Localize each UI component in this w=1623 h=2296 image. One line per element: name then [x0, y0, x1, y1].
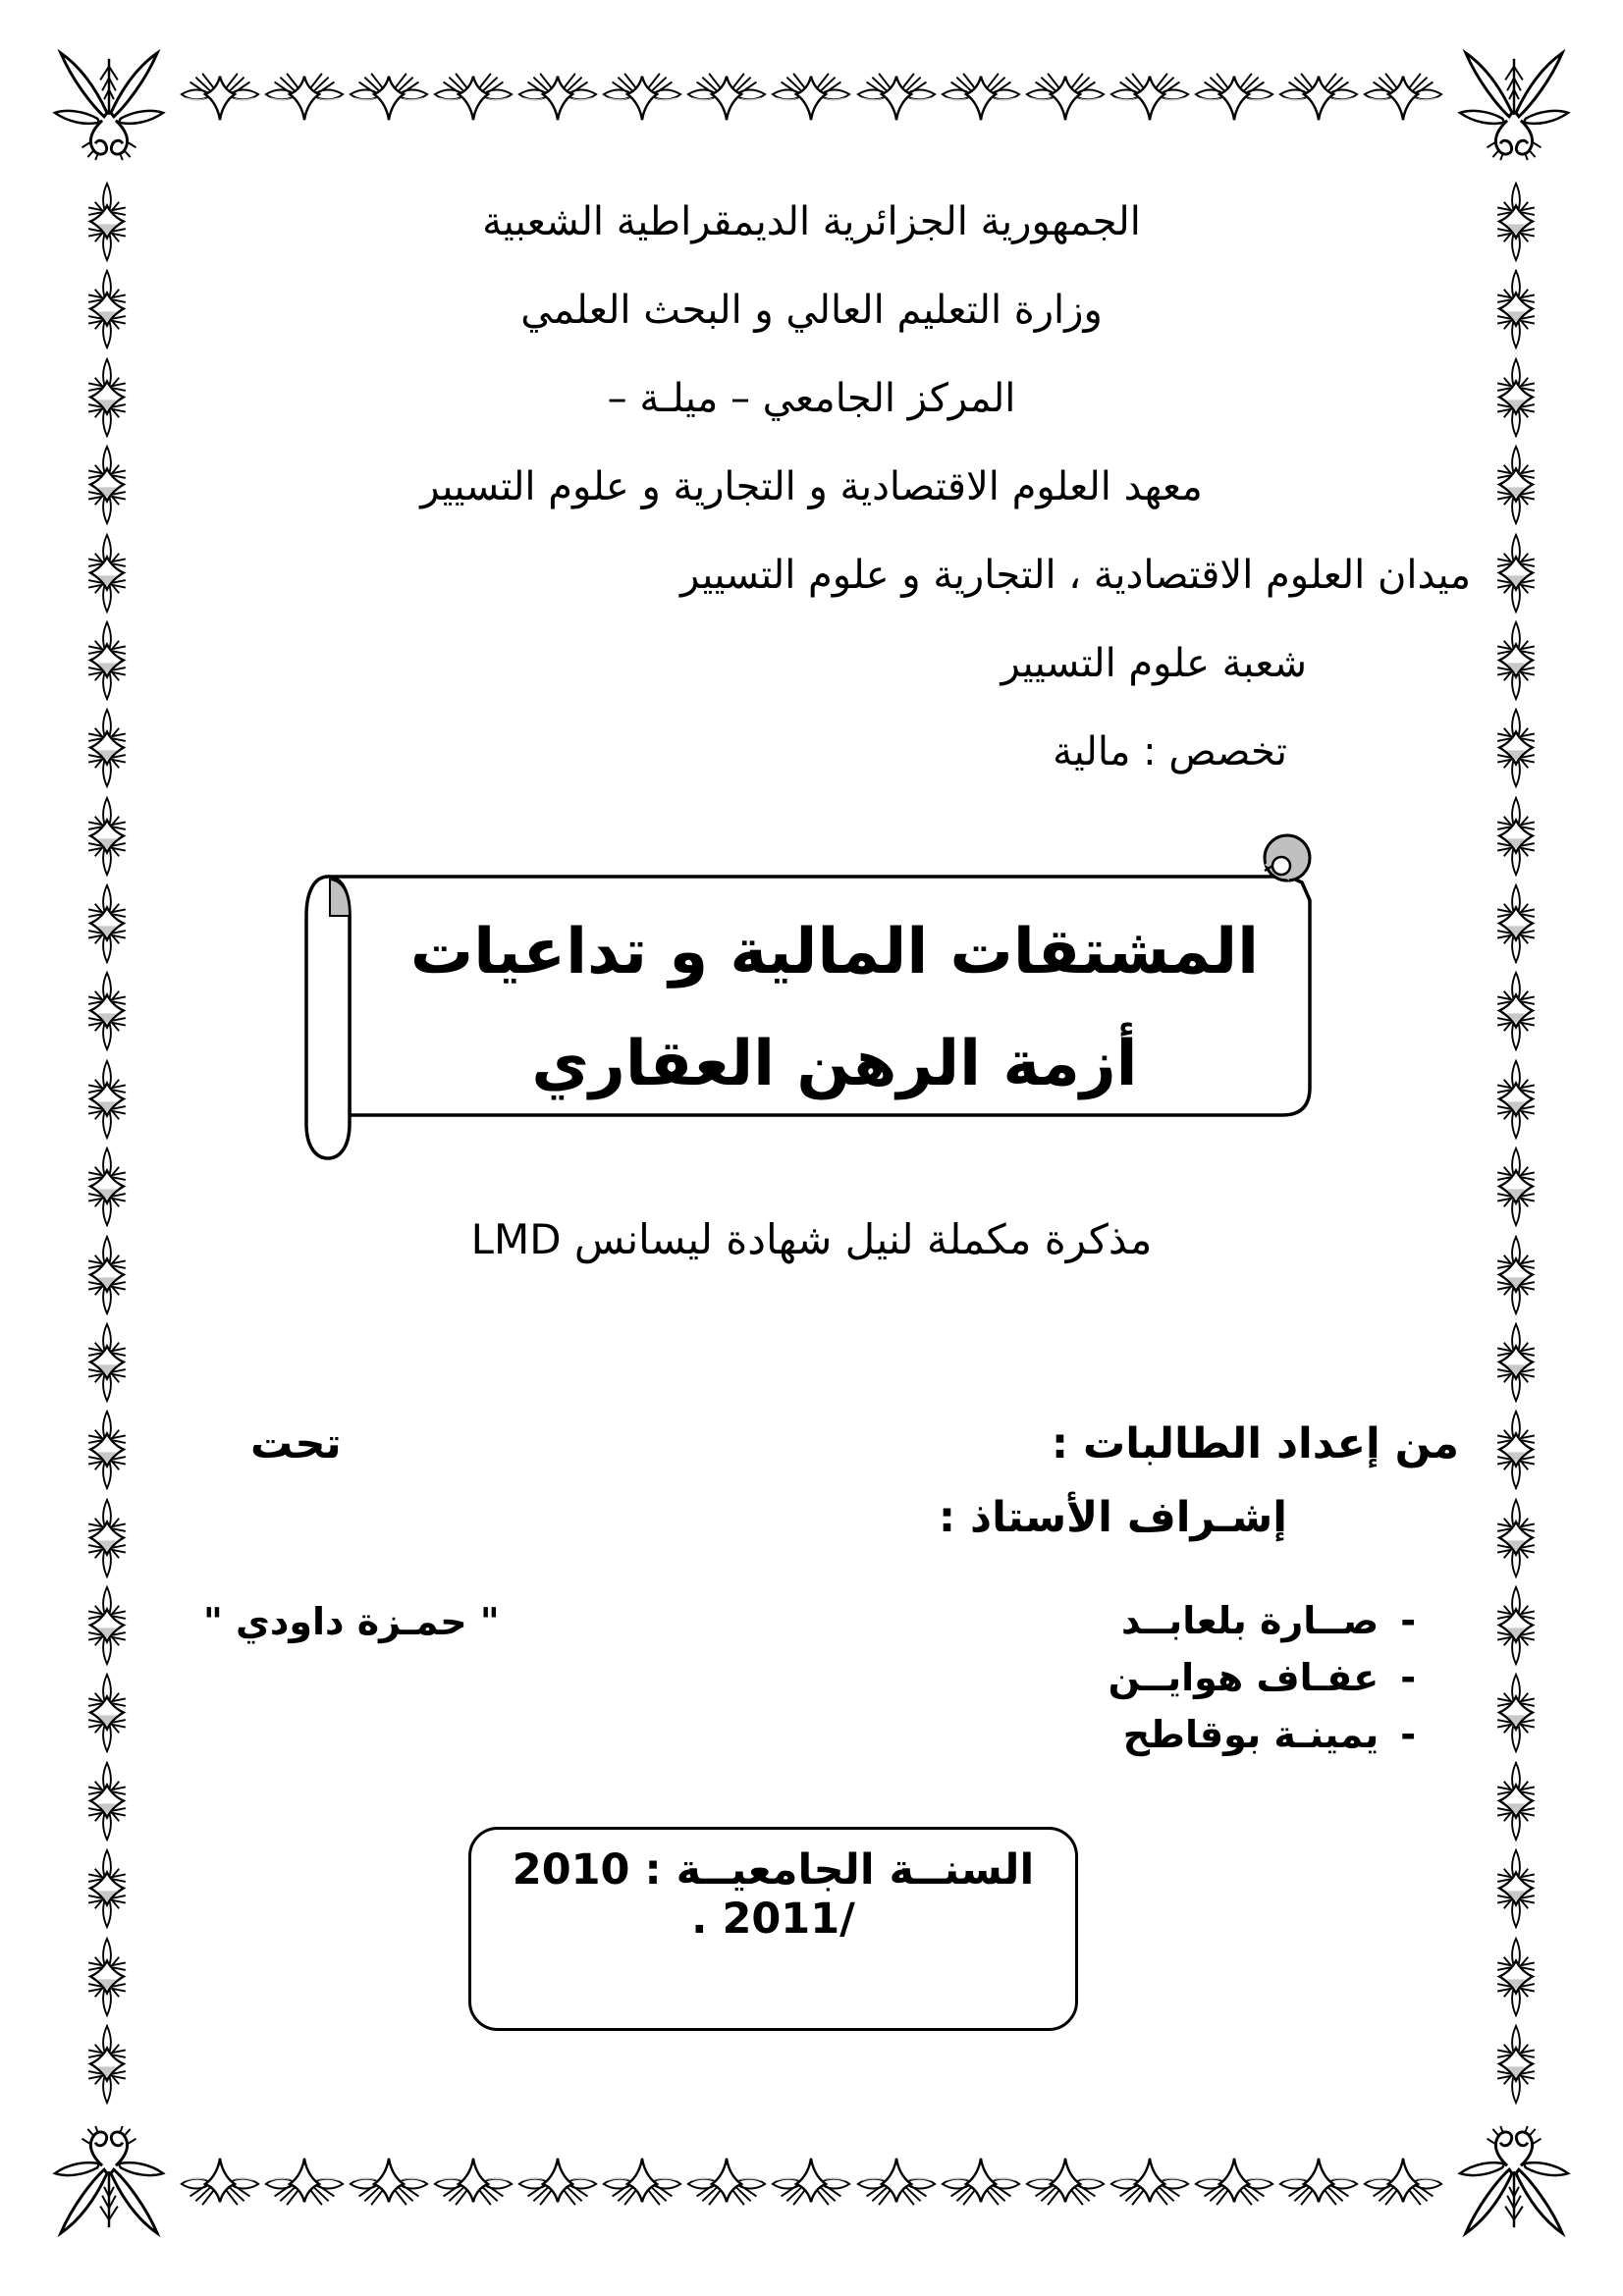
winged-diamond-ornament-icon [1362, 2153, 1444, 2210]
border-corner-top-left [51, 49, 167, 165]
under-word: تحت [250, 1419, 342, 1468]
star-diamond-ornament-icon [79, 883, 135, 964]
winged-diamond-ornament-icon [940, 69, 1022, 126]
star-diamond-ornament-icon [1488, 883, 1544, 964]
star-diamond-ornament-icon [1488, 1761, 1544, 1842]
thesis-title-line-2: أزمة الرهن العقاري [531, 1028, 1138, 1100]
star-diamond-ornament-icon [79, 1322, 135, 1403]
star-diamond-ornament-icon [1488, 1585, 1544, 1666]
header-line-branch: شعبة علوم التسيير [1001, 641, 1307, 686]
winged-diamond-ornament-icon [348, 69, 430, 126]
winged-diamond-ornament-icon [516, 2153, 599, 2210]
academic-year-text: السنــة الجامعيــة : 2010 /2011 . [512, 1845, 1035, 1944]
student-row [1109, 1649, 1416, 1706]
winged-diamond-ornament-icon [179, 2153, 261, 2210]
winged-diamond-ornament-icon [1193, 2153, 1275, 2210]
star-diamond-ornament-icon [79, 971, 135, 1051]
winged-diamond-ornament-icon [685, 69, 768, 126]
winged-diamond-ornament-icon [1109, 69, 1191, 126]
student-row [1109, 1706, 1416, 1763]
header-line-ministry: وزارة التعليم العالي و البحث العلمي [520, 288, 1103, 333]
bullet-dash: - [1400, 1713, 1416, 1756]
floral-corner-ornament-icon [1456, 49, 1572, 165]
winged-diamond-ornament-icon [1277, 69, 1360, 126]
star-diamond-ornament-icon [1488, 620, 1544, 701]
winged-diamond-ornament-icon [1024, 69, 1107, 126]
winged-diamond-ornament-icon [1277, 2153, 1360, 2210]
star-diamond-ornament-icon [1488, 2024, 1544, 2105]
star-diamond-ornament-icon [79, 708, 135, 788]
floral-corner-ornament-icon [51, 49, 167, 165]
winged-diamond-ornament-icon [685, 2153, 768, 2210]
bullet-dash: - [1400, 1656, 1416, 1699]
star-diamond-ornament-icon [1488, 1059, 1544, 1140]
winged-diamond-ornament-icon [263, 2153, 346, 2210]
border-corner-bottom-left [51, 2121, 167, 2237]
star-diamond-ornament-icon [79, 1585, 135, 1666]
supervision-label: إشـراف الأستاذ : [938, 1493, 1287, 1542]
winged-diamond-ornament-icon [516, 69, 599, 126]
floral-corner-ornament-icon [1456, 2121, 1572, 2237]
floral-corner-ornament-icon [51, 2121, 167, 2237]
star-diamond-ornament-icon [1488, 1498, 1544, 1578]
star-diamond-ornament-icon [79, 1410, 135, 1490]
star-diamond-ornament-icon [1488, 1673, 1544, 1753]
star-diamond-ornament-icon [79, 1673, 135, 1753]
student-name: يمينـة بوقاطح [1122, 1713, 1380, 1756]
header-line-specialty: تخصص : مالية [1053, 729, 1287, 774]
student-row [1109, 1592, 1416, 1649]
winged-diamond-ornament-icon [1362, 69, 1444, 126]
star-diamond-ornament-icon [79, 2024, 135, 2105]
border-top-ornaments [179, 69, 1444, 126]
star-diamond-ornament-icon [79, 533, 135, 614]
star-diamond-ornament-icon [79, 1059, 135, 1140]
header-line-field: ميدان العلوم الاقتصادية ، التجارية و علوم التسيير [680, 553, 1471, 598]
star-diamond-ornament-icon [1488, 1937, 1544, 2017]
star-diamond-ornament-icon [79, 1498, 135, 1578]
star-diamond-ornament-icon [1488, 1848, 1544, 1929]
border-corner-top-right [1456, 49, 1572, 165]
winged-diamond-ornament-icon [432, 2153, 514, 2210]
supervisor-name: " حمـزة داودي " [203, 1600, 500, 1643]
winged-diamond-ornament-icon [940, 2153, 1022, 2210]
header-line-republic: الجمهورية الجزائرية الديمقراطية الشعبية [482, 199, 1141, 244]
thesis-title [368, 896, 1301, 1120]
winged-diamond-ornament-icon [601, 2153, 683, 2210]
winged-diamond-ornament-icon [348, 2153, 430, 2210]
winged-diamond-ornament-icon [1024, 2153, 1107, 2210]
header-line-institute: معهد العلوم الاقتصادية و التجارية و علوم التسيير [420, 464, 1203, 509]
students-list [1109, 1592, 1416, 1763]
star-diamond-ornament-icon [79, 1848, 135, 1929]
winged-diamond-ornament-icon [432, 69, 514, 126]
star-diamond-ornament-icon [1488, 971, 1544, 1051]
star-diamond-ornament-icon [1488, 796, 1544, 877]
header-line-university-center: المركز الجامعي – ميلـة – [607, 376, 1016, 421]
star-diamond-ornament-icon [79, 1937, 135, 2017]
winged-diamond-ornament-icon [855, 69, 938, 126]
border-corner-bottom-right [1456, 2121, 1572, 2237]
star-diamond-ornament-icon [1488, 708, 1544, 788]
winged-diamond-ornament-icon [263, 69, 346, 126]
winged-diamond-ornament-icon [1109, 2153, 1191, 2210]
star-diamond-ornament-icon [1488, 533, 1544, 614]
student-name: عفـاف هوايــن [1108, 1656, 1380, 1699]
thesis-title-line-1: المشتقات المالية و تداعيات [409, 916, 1260, 988]
winged-diamond-ornament-icon [770, 2153, 852, 2210]
winged-diamond-ornament-icon [601, 69, 683, 126]
star-diamond-ornament-icon [79, 620, 135, 701]
winged-diamond-ornament-icon [1193, 69, 1275, 126]
prepared-by-label: من إعداد الطالبات : [1051, 1419, 1459, 1468]
student-name: صــارة بلعابــد [1121, 1599, 1380, 1642]
degree-subtitle: مذكرة مكملة لنيل شهادة ليسانس LMD [470, 1215, 1153, 1263]
star-diamond-ornament-icon [79, 1761, 135, 1842]
winged-diamond-ornament-icon [770, 69, 852, 126]
winged-diamond-ornament-icon [179, 69, 261, 126]
academic-year-box [468, 1827, 1078, 2031]
winged-diamond-ornament-icon [855, 2153, 938, 2210]
border-bottom-ornaments [179, 2153, 1444, 2210]
star-diamond-ornament-icon [79, 796, 135, 877]
bullet-dash: - [1400, 1599, 1416, 1642]
star-diamond-ornament-icon [1488, 1410, 1544, 1490]
star-diamond-ornament-icon [1488, 1322, 1544, 1403]
